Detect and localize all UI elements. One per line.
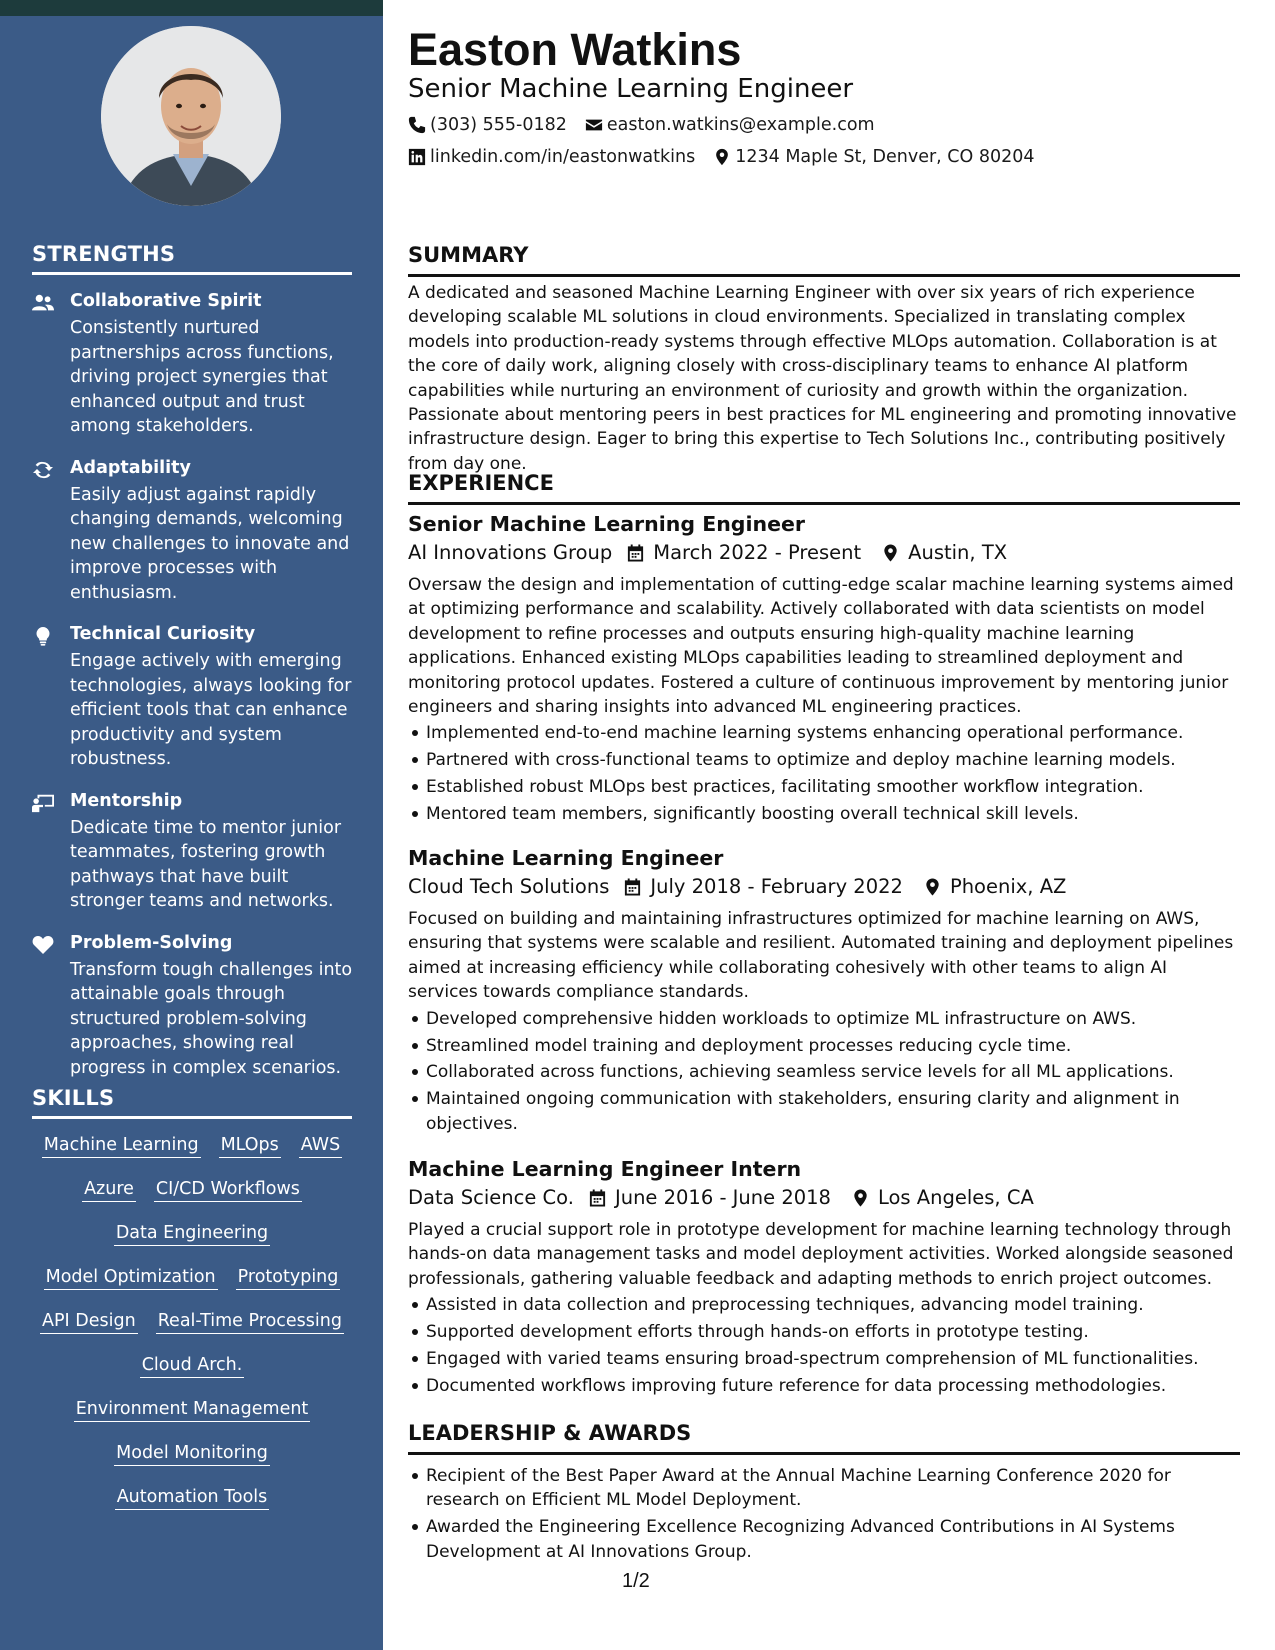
phone-contact	[408, 113, 567, 137]
job-dates: June 2016 - June 2018	[614, 1186, 831, 1209]
job-location: Austin, TX	[908, 541, 1008, 564]
job-location: Phoenix, AZ	[949, 875, 1067, 898]
list-item: Engaged with varied teams ensuring broad-spectrum comprehension of ML functionalities.	[408, 1347, 1240, 1371]
job-description: Played a crucial support role in prototype development for machine learning technology through hands-on data management tasks and model deployment activities. Worked alongside seasoned professionals, gathering valuable feedback and adapting methods to enrich project outcomes.	[408, 1220, 1234, 1289]
leadership-heading: LEADERSHIP & AWARDS	[408, 1420, 1240, 1455]
strength-item	[32, 623, 356, 772]
skill-tag: Model Monitoring	[114, 1442, 270, 1466]
skill-tag: AWS	[299, 1134, 342, 1158]
map-pin-icon	[851, 1188, 870, 1208]
envelope-icon	[585, 116, 603, 134]
refresh-icon	[32, 457, 70, 606]
main-top-band	[383, 0, 1275, 16]
experience-heading: EXPERIENCE	[408, 470, 1240, 505]
list-item: Documented workflows improving future reference for data processing methodologies.	[408, 1374, 1240, 1398]
candidate-name: Easton Watkins	[408, 24, 742, 75]
skills-list	[32, 1134, 352, 1510]
contact-row	[408, 113, 893, 137]
strength-title: Technical Curiosity	[70, 624, 256, 644]
calendar-icon	[588, 1188, 607, 1208]
job-entry	[408, 510, 1240, 829]
list-item: Maintained ongoing communication with stakeholders, ensuring clarity and alignment in objectives.	[408, 1087, 1240, 1136]
list-item: Collaborated across functions, achieving seamless service levels for all ML applications.	[408, 1060, 1240, 1084]
calendar-icon	[623, 877, 642, 897]
strength-item	[32, 932, 356, 1081]
strength-item	[32, 790, 356, 914]
job-description: Oversaw the design and implementation of cutting-edge scalar machine learning systems aimed at optimizing performance and scalability. Actively collaborated with data scientists on model development to refine processes and outputs ensuring high-quality machine learning applications. Enhanced existing MLOps capabilities leading to streamlined deployment and monitoring protocol updates. Fostered a culture of continuous improvement by mentoring junior engineers and sharing insights into advanced ML engineering practices.	[408, 575, 1234, 718]
email-address: easton.watkins@example.com	[606, 115, 875, 135]
list-item: Supported development efforts through hands-on efforts in prototype testing.	[408, 1320, 1240, 1344]
phone-icon	[408, 116, 426, 134]
strength-description: Transform tough challenges into attainable goals through structured problem-solving approaches, showing real progress in complex scenarios.	[70, 959, 353, 1078]
skill-tag: CI/CD Workflows	[154, 1178, 302, 1202]
job-description: Focused on building and maintaining infrastructures optimized for machine learning on AWS, ensuring that systems were scalable and resilient. Automated training and deployment pipelines aimed at increasing efficiency while collaborating cohesively with other teams to align AI services towards compliance standards.	[408, 909, 1234, 1003]
lightbulb-icon	[32, 623, 70, 772]
skill-tag: Machine Learning	[42, 1134, 201, 1158]
job-bullets	[408, 1293, 1240, 1398]
list-item: Assisted in data collection and preprocessing techniques, advancing model training.	[408, 1293, 1240, 1317]
skills-heading: SKILLS	[32, 1086, 352, 1119]
job-entry	[408, 844, 1240, 1139]
linkedin-contact	[408, 145, 695, 169]
skill-tag: Automation Tools	[115, 1486, 270, 1510]
job-title: Machine Learning Engineer	[408, 846, 724, 870]
list-item: Developed comprehensive hidden workloads to optimize ML infrastructure on AWS.	[408, 1007, 1240, 1031]
strengths-list	[32, 290, 356, 1098]
strength-title: Problem-Solving	[70, 932, 233, 953]
job-bullets	[408, 1007, 1240, 1137]
list-item: Partnered with cross-functional teams to optimize and deploy machine learning models.	[408, 748, 1240, 772]
skill-tag: Real-Time Processing	[156, 1310, 344, 1334]
users-icon	[32, 290, 70, 439]
job-company: Cloud Tech Solutions	[408, 875, 610, 898]
job-bullets	[408, 721, 1240, 826]
profile-photo	[101, 26, 281, 206]
job-meta	[408, 538, 1240, 568]
linkedin-url: linkedin.com/in/eastonwatkins	[430, 147, 696, 167]
job-meta	[408, 872, 1240, 902]
job-company: Data Science Co.	[408, 1186, 574, 1209]
strength-description: Dedicate time to mentor junior teammates, fostering growth pathways that have built stronger teams and networks.	[70, 817, 342, 911]
heart-icon	[32, 932, 70, 1081]
job-location: Los Angeles, CA	[877, 1186, 1034, 1209]
page-number: 1/2	[622, 1570, 650, 1592]
list-item: Mentored team members, significantly boosting overall technical skill levels.	[408, 802, 1240, 826]
summary-heading: SUMMARY	[408, 242, 1240, 277]
skill-tag: Azure	[82, 1178, 136, 1202]
strength-description: Engage actively with emerging technologies, always looking for efficient tools that can enhance productivity and system robustness.	[70, 651, 352, 769]
teacher-icon	[32, 790, 70, 914]
sidebar-top-band	[0, 0, 383, 16]
map-pin-icon	[713, 148, 731, 166]
strengths-heading: STRENGTHS	[32, 242, 352, 275]
job-dates: March 2022 - Present	[653, 541, 862, 564]
job-entry	[408, 1155, 1240, 1401]
strength-item	[32, 290, 356, 439]
job-title: Senior Machine Learning Engineer	[408, 512, 806, 536]
profile-photo-illustration	[101, 26, 281, 206]
strength-title: Mentorship	[70, 790, 183, 811]
leadership-list	[408, 1464, 1240, 1567]
map-pin-icon	[881, 543, 900, 563]
strength-title: Adaptability	[70, 457, 191, 478]
street-address: 1234 Maple St, Denver, CO 80204	[735, 147, 1035, 167]
calendar-icon	[626, 543, 645, 563]
map-pin-icon	[923, 877, 942, 897]
skill-tag: Data Engineering	[114, 1222, 270, 1246]
job-company: AI Innovations Group	[408, 541, 613, 564]
sidebar	[0, 0, 383, 1650]
list-item: Streamlined model training and deployment processes reducing cycle time.	[408, 1034, 1240, 1058]
linkedin-icon	[408, 148, 426, 166]
skill-tag: MLOps	[219, 1134, 281, 1158]
list-item: Established robust MLOps best practices, facilitating smoother workflow integration.	[408, 775, 1240, 799]
strength-description: Easily adjust against rapidly changing demands, welcoming new challenges to innovate and improve processes with enthusiasm.	[70, 484, 350, 603]
candidate-title: Senior Machine Learning Engineer	[408, 74, 854, 104]
contact-row	[408, 145, 1053, 169]
skill-tag: API Design	[40, 1310, 138, 1334]
job-title: Machine Learning Engineer Intern	[408, 1157, 802, 1181]
address-contact	[713, 145, 1034, 169]
list-item: Recipient of the Best Paper Award at the Annual Machine Learning Conference 2020 for research on Efficient ML Model Deployment.	[408, 1464, 1240, 1513]
skill-tag: Environment Management	[74, 1398, 311, 1422]
skill-tag: Cloud Arch.	[140, 1354, 245, 1378]
job-dates: July 2018 - February 2022	[650, 875, 903, 898]
list-item: Implemented end-to-end machine learning systems enhancing operational performance.	[408, 721, 1240, 745]
skill-tag: Model Optimization	[44, 1266, 218, 1290]
list-item: Awarded the Engineering Excellence Recognizing Advanced Contributions in AI Systems Development at AI Innovations Group.	[408, 1515, 1240, 1564]
strength-description: Consistently nurtured partnerships across functions, driving project synergies that enhanced output and trust among stakeholders.	[70, 318, 334, 436]
email-contact	[585, 113, 875, 137]
skill-tag: Prototyping	[236, 1266, 341, 1290]
strength-item	[32, 457, 356, 606]
phone-number: (303) 555-0182	[430, 115, 567, 135]
job-meta	[408, 1183, 1240, 1213]
summary-text: A dedicated and seasoned Machine Learning Engineer with over six years of rich experience developing scalable ML solutions in cloud environments. Specialized in translating complex models into production-ready systems through effective MLOps automation. Collaboration is at the core of daily work, aligning closely with cross-disciplinary teams to enhance AI platform capabilities while nurturing an environment of curiosity and growth within the organization. Passionate about mentoring peers in best practices for ML engineering and promoting innovative infrastructure design. Eager to bring this expertise to Tech Solutions Inc., contributing positively from day one.	[408, 283, 1237, 474]
strength-title: Collaborative Spirit	[70, 291, 262, 311]
